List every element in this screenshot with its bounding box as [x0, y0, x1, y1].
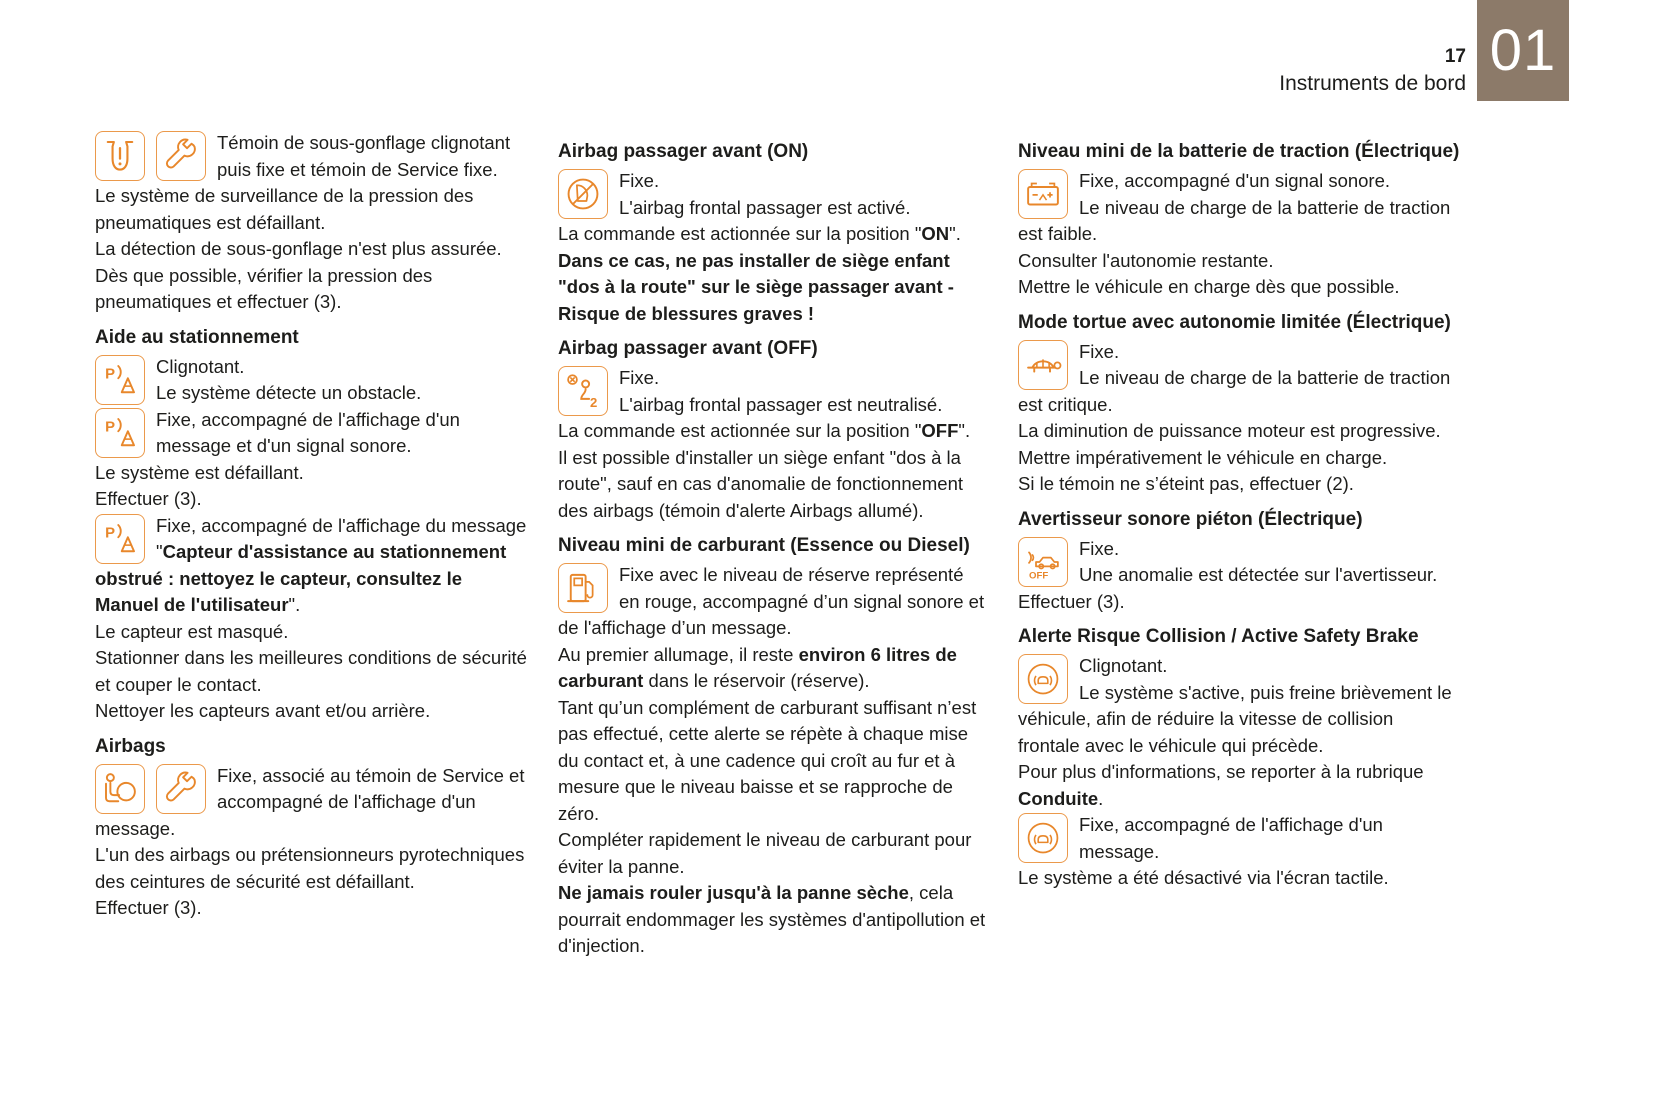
page-number: 17 [1444, 46, 1466, 67]
heading-airbag-passenger-off: Airbag passager avant (OFF) [558, 338, 818, 359]
telltale-meaning: Le système est défaillant. [95, 461, 304, 483]
parking-sensor-icon [95, 408, 145, 458]
heading-airbags: Airbags [95, 735, 166, 757]
traction-battery-icon [1018, 169, 1068, 219]
telltale-meaning: Le système détecte un obstacle. [156, 382, 422, 403]
telltale-meaning: Le niveau de charge de la batterie de traction est critique. [1018, 367, 1451, 415]
heading-turtle-mode: Mode tortue avec autonomie limitée (Électrique) [1018, 311, 1451, 333]
telltale-state: Fixe. [619, 367, 660, 388]
fuel-row [558, 562, 986, 642]
horn-row [1018, 536, 1460, 589]
chapter-tab [1477, 0, 1569, 101]
paragraph: Tant qu’un complément de carburant suffisant n’est pas effectué, cette alerte se répète à chaque mise du contact et, à une cadence qui croît au fur et à mesure que le niveau baisse et se rapproche de zéro. [558, 696, 977, 824]
tyre-pressure-warning-icon [95, 131, 145, 181]
airbag-warning-icon [95, 764, 145, 814]
telltale-action: Nettoyer les capteurs avant et/ou arrière. [95, 700, 431, 721]
airbag-on-row [558, 168, 986, 221]
parking-row-blinking [95, 354, 527, 407]
warning-paragraph: Ne jamais rouler jusqu'à la panne sèche, cela pourrait endommager les systèmes d'antipollution et d'injection. [558, 882, 986, 956]
telltale-state: Fixe, accompagné de l'affichage d'un message. [1079, 814, 1383, 862]
heading-airbag-passenger-on: Airbag passager avant (ON) [558, 141, 809, 162]
telltale-state: Clignotant. [1079, 655, 1168, 676]
airbag-passenger-on-icon [558, 169, 608, 219]
telltale-state: Fixe avec le niveau de réserve représenté en rouge, accompagné d’un signal sonore et de l'affichage d’un message. [558, 564, 985, 638]
heading-parking-assist: Aide au stationnement [95, 326, 299, 348]
telltale-meaning: L'airbag frontal passager est activé. [619, 196, 911, 218]
telltale-meaning: Le système s'active, puis freine brièvement le véhicule, afin de réduire la vitesse de collision frontale avec le véhicule qui précède. [1018, 681, 1452, 756]
telltale-meaning: L'airbag frontal passager est neutralisé. [619, 393, 943, 415]
paragraph: Effectuer (3). [1018, 590, 1125, 612]
column-middle [558, 130, 986, 960]
telltale-action: Effectuer (3). [95, 488, 202, 509]
telltale-state: Clignotant. [156, 355, 245, 377]
airbags-row [95, 763, 527, 922]
battery-row [1018, 168, 1460, 248]
tyre-pressure-block [95, 130, 527, 316]
paragraph: Le système a été désactivé via l'écran tactile. [1018, 867, 1389, 888]
airbag-off-row [558, 365, 986, 418]
heading-pedestrian-horn: Avertisseur sonore piéton (Électrique) [1018, 508, 1363, 530]
paragraph: Au premier allumage, il reste environ 6 litres de carburant dans le réservoir (réserve). [558, 643, 957, 691]
paragraph: Pour plus d'informations, se reporter à la rubrique Conduite. [1018, 761, 1424, 809]
section-title: Instruments de bord [1279, 72, 1466, 95]
service-wrench-icon [156, 131, 206, 181]
telltale-state: Fixe, associé au témoin de Service et accompagné de l'affichage d'un message. [95, 764, 525, 839]
telltale-action: Effectuer (3). [95, 897, 202, 918]
heading-collision-alert: Alerte Risque Collision / Active Safety Brake [1018, 626, 1419, 647]
collision-alert-icon [1018, 813, 1068, 863]
chapter-number: 01 [1489, 18, 1557, 83]
pedestrian-horn-icon [1018, 537, 1068, 587]
heading-fuel-low: Niveau mini de carburant (Essence ou Diesel) [558, 535, 970, 556]
column-right [1018, 130, 1460, 892]
collision-row-fixed [1018, 812, 1460, 865]
telltale-meaning: Le niveau de charge de la batterie de traction est faible. [1018, 196, 1451, 244]
warning-paragraph: Dans ce cas, ne pas installer de siège enfant "dos à la route" sur le siège passager avant - Risque de blessures graves ! [558, 249, 954, 324]
telltale-meaning: Une anomalie est détectée sur l'avertisseur. [1079, 564, 1438, 585]
telltale-state: Fixe. [1079, 340, 1120, 362]
paragraph: La diminution de puissance moteur est progressive. [1018, 420, 1441, 441]
column-left [95, 130, 527, 922]
parking-sensor-icon [95, 355, 145, 405]
paragraph: La commande est actionnée sur la position "OFF". [558, 420, 971, 441]
paragraph: Si le témoin ne s’éteint pas, effectuer (2). [1018, 473, 1354, 494]
airbag-passenger-off-icon [558, 366, 608, 416]
telltale-state: Fixe, accompagné de l'affichage d'un message et d'un signal sonore. [156, 408, 460, 456]
paragraph: Compléter rapidement le niveau de carburant pour éviter la panne. [558, 829, 972, 877]
telltale-action: Dès que possible, vérifier la pression des pneumatiques et effectuer (3). [95, 264, 433, 312]
telltale-state: Fixe, accompagné d'un signal sonore. [1079, 170, 1391, 191]
parking-row-fixed [95, 407, 527, 513]
parking-row-obstructed [95, 513, 527, 725]
telltale-action: Stationner dans les meilleures conditions de sécurité et couper le contact. [95, 647, 527, 695]
collision-alert-icon [1018, 654, 1068, 704]
paragraph: Mettre le véhicule en charge dès que possible. [1018, 276, 1400, 297]
paragraph: Consulter l'autonomie restante. [1018, 249, 1274, 271]
service-wrench-icon [156, 764, 206, 814]
telltale-meaning: L'un des airbags ou prétensionneurs pyrotechniques des ceintures de sécurité est défaillant. [95, 844, 525, 892]
telltale-meaning: Le système de surveillance de la pression des pneumatiques est défaillant. [95, 185, 474, 233]
paragraph: La commande est actionnée sur la position "ON". [558, 223, 961, 244]
turtle-icon [1018, 340, 1068, 390]
telltale-detail: La détection de sous-gonflage n'est plus assurée. [95, 238, 502, 259]
telltale-state: Fixe. [619, 170, 660, 191]
paragraph: Mettre impérativement le véhicule en charge. [1018, 446, 1388, 468]
fuel-pump-icon [558, 563, 608, 613]
parking-sensor-icon [95, 514, 145, 564]
heading-traction-battery: Niveau mini de la batterie de traction (Électrique) [1018, 141, 1460, 162]
telltale-meaning: Le capteur est masqué. [95, 620, 289, 642]
turtle-row [1018, 339, 1460, 419]
telltale-state: Témoin de sous-gonflage clignotant puis fixe et témoin de Service fixe. [217, 132, 511, 180]
telltale-state: Fixe. [1079, 537, 1120, 559]
telltale-state: Fixe, accompagné de l'affichage du message "Capteur d'assistance au stationnement obstrué : nettoyez le capteur, consultez le Manuel de l'utilisateur". [95, 514, 527, 615]
paragraph: Il est possible d'installer un siège enfant "dos à la route", sauf en cas d'anomalie de fonctionnement des airbags (témoin d'alerte Airbags allumé). [558, 446, 964, 521]
collision-row-blinking [1018, 653, 1460, 759]
